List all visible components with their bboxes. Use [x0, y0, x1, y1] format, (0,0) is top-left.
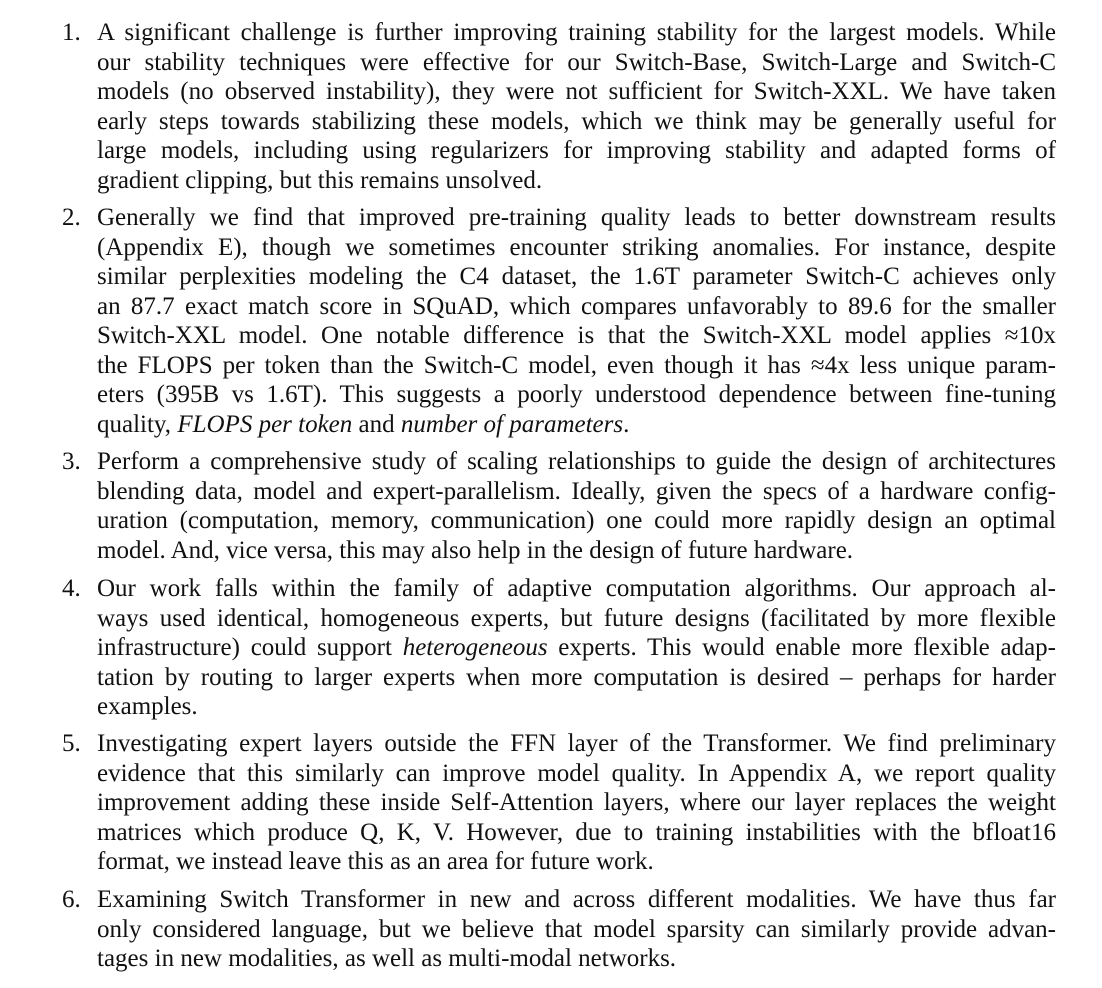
text-line: Our work falls within the family of adaptive computation algorithms. Our approach al- — [97, 575, 1056, 602]
list-number: 6. — [62, 886, 81, 913]
list-number: 2. — [62, 204, 81, 231]
list-number: 5. — [62, 730, 81, 757]
text-line: A significant challenge is further improving training stability for the largest models. While — [97, 19, 1056, 46]
text-line: format, we instead leave this as an area for future work. — [97, 848, 654, 875]
text-line: evidence that this similarly can improve model quality. In Appendix A, we report quality — [97, 759, 1056, 787]
text-line: only considered language, but we believe that model sparsity can similarly provide advan- — [97, 915, 1056, 943]
text-line: Examining Switch Transformer in new and across different modalities. We have thus far — [97, 886, 1056, 913]
text-line: tation by routing to larger experts when more computation is desired – perhaps for harder — [97, 663, 1056, 691]
text-line: similar perplexities modeling the C4 dataset, the 1.6T parameter Switch-C achieves only — [97, 263, 1056, 290]
text-line: early steps towards stabilizing these models, which we think may be generally useful for — [97, 107, 1056, 135]
text-line: ways used identical, homogeneous experts, but future designs (facilitated by more flexible — [97, 604, 1056, 632]
text-line: Switch-XXL model. One notable difference is that the Switch-XXL model applies ≈10x — [97, 322, 1056, 349]
emphasis-text: FLOPS per token — [177, 410, 353, 438]
list-text — [97, 885, 1056, 974]
text-line: eters (395B vs 1.6T). This suggests a poorly understood dependence between fine-tuning — [97, 381, 1056, 408]
text-line: matrices which produce Q, K, V. However, due to training instabilities with the bfloat16 — [97, 818, 1056, 846]
list-text — [97, 203, 1056, 439]
text-line: (Appendix E), though we sometimes encounter striking anomalies. For instance, despite — [97, 233, 1056, 261]
text-line: large models, including using regularizers for improving stability and adapted forms of — [97, 137, 1056, 164]
text-line — [97, 410, 1056, 440]
text-line: Generally we find that improved pre-training quality leads to better downstream results — [97, 204, 1056, 231]
text-line: tages in new modalities, as well as multi-modal networks. — [97, 945, 677, 972]
list-text — [97, 729, 1056, 877]
list-number: 4. — [62, 575, 81, 602]
text-span: . — [623, 410, 630, 438]
text-line: Investigating expert layers outside the FFN layer of the Transformer. We find preliminary — [97, 730, 1056, 757]
text-span: experts. This would enable more flexible adap- — [547, 634, 1056, 661]
text-span: quality, — [97, 410, 178, 438]
text-line: model. And, vice versa, this may also help in the design of future hardware. — [97, 536, 854, 564]
text-span: and — [352, 410, 401, 438]
text-line: blending data, model and expert-parallelism. Ideally, given the specs of a hardware config- — [97, 477, 1056, 505]
list-number: 3. — [62, 448, 81, 475]
text-line: uration (computation, memory, communication) one could more rapidly design an optimal — [97, 507, 1056, 534]
text-line: an 87.7 exact match score in SQuAD, which compares unfavorably to 89.6 for the smaller — [97, 292, 1056, 320]
emphasis-text: number of parameters — [400, 410, 624, 438]
list-text — [97, 18, 1056, 195]
emphasis-text: heterogeneous — [402, 634, 548, 661]
text-line — [97, 633, 1056, 663]
text-line: examples. — [97, 693, 198, 720]
text-line: improvement adding these inside Self-Attention layers, where our layer replaces the weight — [97, 789, 1056, 816]
text-line: models (no observed instability), they were not sufficient for Switch-XXL. We have taken — [97, 78, 1056, 105]
text-line: our stability techniques were effective for our Switch-Base, Switch-Large and Switch-C — [97, 48, 1056, 76]
text-line: the FLOPS per token than the Switch-C model, even though it has ≈4x less unique param- — [97, 351, 1056, 379]
text-span: infrastructure) could support — [97, 634, 403, 661]
text-line: Perform a comprehensive study of scaling relationships to guide the design of architectures — [97, 448, 1056, 475]
list-text — [97, 447, 1056, 565]
text-line: gradient clipping, but this remains unsolved. — [97, 166, 543, 194]
list-number: 1. — [62, 19, 81, 46]
list-text — [97, 574, 1056, 722]
